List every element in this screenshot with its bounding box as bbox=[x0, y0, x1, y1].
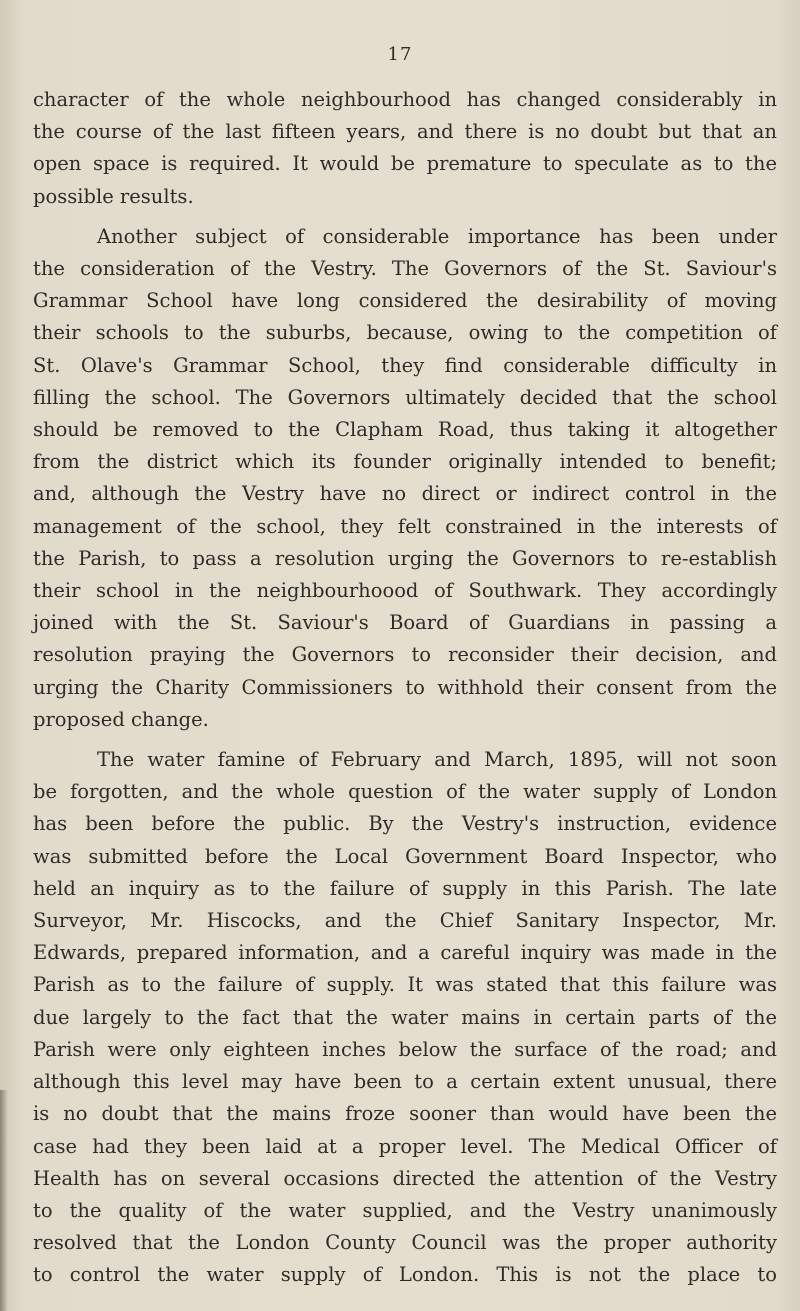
text-line: management of the school, they felt constrained in the interests of bbox=[33, 514, 777, 538]
text-line: to the quality of the water supplied, and the Vestry unanimously bbox=[33, 1198, 777, 1222]
text-line: to control the water supply of London. This is not the place to bbox=[33, 1263, 777, 1287]
text-line: case had they been laid at a proper level. The Medical Officer of bbox=[33, 1134, 777, 1158]
text-line: resolution praying the Governors to reconsider their decision, and bbox=[33, 643, 777, 667]
text-line: urging the Charity Commissioners to withhold their consent from the bbox=[33, 675, 777, 699]
text-line: Health has on several occasions directed the attention of the Vestry bbox=[33, 1166, 777, 1190]
paragraph-3 bbox=[33, 744, 777, 1291]
text-line: their schools to the suburbs, because, owing to the competition of bbox=[33, 321, 777, 345]
text-line: should be removed to the Clapham Road, thus taking it altogether bbox=[33, 418, 777, 442]
text-line: from the district which its founder originally intended to benefit; bbox=[33, 450, 777, 474]
text-line: the consideration of the Vestry. The Governors of the St. Saviour's bbox=[33, 257, 777, 281]
text-line: although this level may have been to a certain extent unusual, there bbox=[33, 1070, 777, 1094]
text-line: the Parish, to pass a resolution urging the Governors to re-establish bbox=[33, 546, 777, 570]
text-line: character of the whole neighbourhood has changed considerably in bbox=[33, 88, 777, 111]
text-line: Another subject of considerable importance has been under bbox=[97, 224, 777, 248]
text-line: The water famine of February and March, 1895, will not soon bbox=[97, 748, 777, 772]
text-line: Edwards, prepared information, and a careful inquiry was made in the bbox=[33, 941, 777, 965]
text-line: and, although the Vestry have no direct or indirect control in the bbox=[33, 482, 777, 506]
page-number: 17 bbox=[387, 44, 413, 65]
text-line: is no doubt that the mains froze sooner than would have been the bbox=[33, 1102, 777, 1126]
text-line: resolved that the London County Council was the proper authority bbox=[33, 1231, 777, 1255]
text-line: proposed change. bbox=[33, 707, 209, 731]
text-line: Surveyor, Mr. Hiscocks, and the Chief Sanitary Inspector, Mr. bbox=[33, 909, 777, 933]
paragraph-1 bbox=[33, 84, 777, 213]
binding-shadow bbox=[0, 1090, 8, 1311]
text-line: due largely to the fact that the water mains in certain parts of the bbox=[33, 1005, 777, 1029]
text-line: Grammar School have long considered the desirability of moving bbox=[33, 289, 777, 313]
text-line: joined with the St. Saviour's Board of Guardians in passing a bbox=[33, 611, 777, 635]
text-line: the course of the last fifteen years, and there is no doubt but that an bbox=[33, 120, 777, 144]
text-line: Parish were only eighteen inches below the surface of the road; and bbox=[33, 1037, 777, 1061]
text-line: be forgotten, and the whole question of the water supply of London bbox=[33, 780, 777, 804]
text-line: possible results. bbox=[33, 184, 194, 208]
text-line: was submitted before the Local Government Board Inspector, who bbox=[33, 844, 777, 868]
text-line: has been before the public. By the Vestry's instruction, evidence bbox=[33, 812, 777, 836]
text-line: St. Olave's Grammar School, they find considerable difficulty in bbox=[33, 353, 777, 377]
paragraph-2 bbox=[33, 221, 777, 736]
text-line: filling the school. The Governors ultimately decided that the school bbox=[33, 385, 777, 409]
text-line: held an inquiry as to the failure of supply in this Parish. The late bbox=[33, 876, 777, 900]
text-line: Parish as to the failure of supply. It was stated that this failure was bbox=[33, 973, 777, 997]
text-line: open space is required. It would be premature to speculate as to the bbox=[33, 152, 777, 176]
text-line: their school in the neighbourhoood of Southwark. They accordingly bbox=[33, 579, 777, 603]
body-text bbox=[33, 84, 777, 1292]
